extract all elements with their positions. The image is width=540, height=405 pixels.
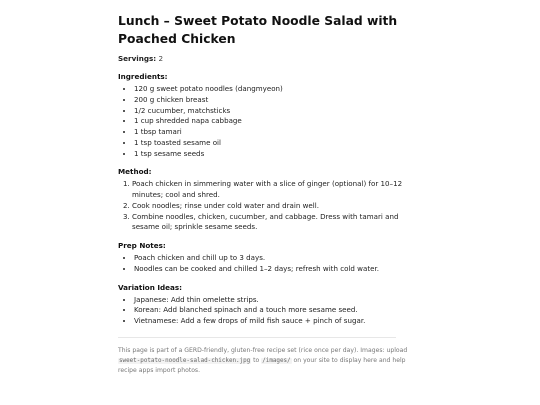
footer-text-after-folder: on your site to display here and help recipe apps import photos.	[118, 356, 406, 375]
ingredient-item: • 200 g chicken breast	[134, 95, 418, 106]
ingredient-item: • 1 tbsp tamari	[134, 127, 418, 138]
ingredients-heading: Ingredients:	[118, 72, 168, 81]
variation-idea-item: • Japanese: Add thin omelette strips.	[134, 295, 418, 306]
method-steps-list	[118, 179, 418, 233]
servings-line	[118, 54, 418, 64]
variation-idea-item: • Korean: Add blanched spinach and a touch more sesame seed.	[134, 305, 418, 316]
ingredient-item: • 1 tsp toasted sesame oil	[134, 138, 418, 149]
ingredients-list	[118, 84, 418, 159]
prep-note-item: • Noodles can be cooked and chilled 1–2 days; refresh with cold water.	[134, 264, 418, 275]
variation-idea-item: • Vietnamese: Add a few drops of mild fish sauce + pinch of sugar.	[134, 316, 418, 327]
method-step: 2. Cook noodles; rinse under cold water and drain well.	[132, 201, 418, 212]
prep-notes-list	[118, 253, 418, 275]
method-heading: Method:	[118, 167, 152, 177]
footer-divider	[118, 337, 396, 338]
recipe-footer-note	[118, 346, 420, 376]
variation-ideas-list	[118, 295, 418, 327]
recipe-content	[118, 12, 418, 376]
prep-note-item: • Poach chicken and chill up to 3 days.	[134, 253, 418, 264]
ingredient-item: • 120 g sweet potato noodles (dangmyeon)	[134, 84, 418, 95]
method-step: 3. Combine noodles, chicken, cucumber, and cabbage. Dress with tamari and sesame oil; sprinkle sesame seeds.	[132, 212, 418, 234]
prep-notes-heading: Prep Notes:	[118, 241, 166, 250]
image-folder-path: /images/	[262, 357, 291, 364]
footer-text-before-filename: This page is part of a GERD-friendly, gluten-free recipe set (rice once per day). Images: upload	[118, 346, 408, 354]
image-filename: sweet-potato-noodle-salad-chicken.jpg	[119, 357, 251, 364]
footer-text-between: to	[251, 356, 262, 364]
variation-ideas-heading: Variation Ideas:	[118, 282, 183, 292]
servings-value: 2	[158, 54, 164, 63]
ingredient-item: • 1/2 cucumber, matchsticks	[134, 106, 418, 117]
ingredient-item: • 1 tsp sesame seeds	[134, 149, 418, 160]
ingredient-item: • 1 cup shredded napa cabbage	[134, 116, 418, 127]
servings-label: Servings:	[118, 54, 157, 63]
method-step: 1. Poach chicken in simmering water with a slice of ginger (optional) for 10–12 minutes; cool and shred.	[132, 179, 418, 201]
recipe-title: Lunch – Sweet Potato Noodle Salad with Poached Chicken	[118, 14, 398, 46]
